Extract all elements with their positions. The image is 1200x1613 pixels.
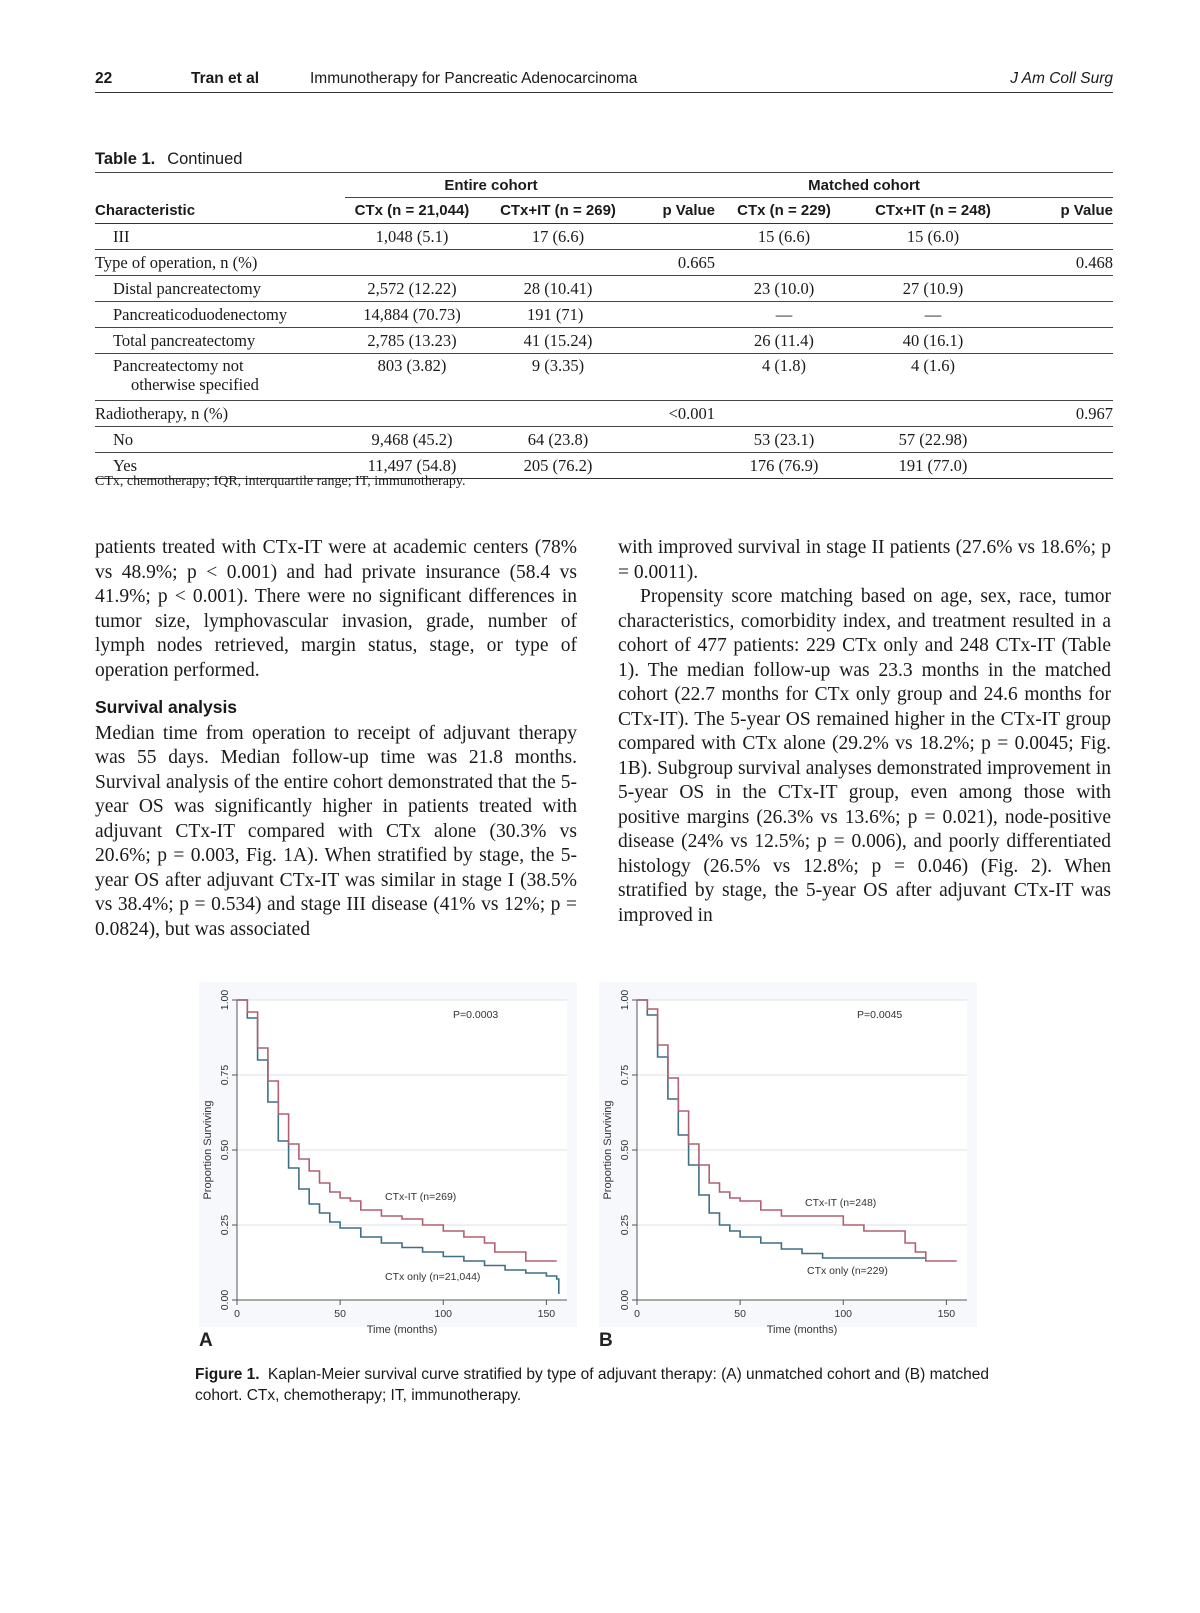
table-row: Type of operation, n (%) 0.665 0.468 — [95, 250, 1113, 276]
series-label: CTx-IT (n=269) — [385, 1191, 457, 1203]
running-authors: Tran et al — [191, 70, 260, 87]
y-axis-title: Proportion Surviving — [602, 1100, 614, 1200]
figure-1 — [195, 982, 1015, 1357]
kaplan-meier-figure — [195, 982, 1015, 1357]
y-tick-label: 0.75 — [619, 1064, 631, 1086]
figure-label: Figure 1. — [195, 1366, 260, 1383]
col-entire-p: p Value — [637, 198, 715, 224]
table-row: Radiotherapy, n (%) <0.001 0.967 — [95, 401, 1113, 427]
table-caption-text: Continued — [167, 150, 243, 168]
running-header — [95, 68, 1113, 93]
panel-letter: B — [599, 1330, 613, 1351]
table-column-header — [95, 198, 1113, 224]
body-paragraph: with improved survival in stage II patients (27.6% vs 18.6%; p = 0.0011). — [618, 537, 1111, 583]
y-tick-label: 1.00 — [219, 989, 231, 1011]
y-tick-label: 0.75 — [219, 1064, 231, 1086]
section-heading: Survival analysis — [95, 697, 238, 717]
table-row: Total pancreatectomy 2,785 (13.23) 41 (15.24) 26 (11.4) 40 (16.1) — [95, 328, 1113, 354]
journal-name: J Am Coll Surg — [1010, 70, 1113, 87]
table-caption — [95, 150, 242, 169]
characteristics-table — [95, 172, 1113, 479]
group-matched-cohort: Matched cohort — [715, 173, 1013, 198]
x-tick-label: 150 — [537, 1308, 556, 1320]
table-row: Distal pancreatectomy 2,572 (12.22) 28 (10.41) 23 (10.0) 27 (10.9) — [95, 276, 1113, 302]
x-tick-label: 100 — [834, 1308, 853, 1320]
y-tick-label: 0.50 — [219, 1139, 231, 1161]
p-value-annotation: P=0.0003 — [453, 1009, 499, 1021]
table-row: Pancreaticoduodenectomy 14,884 (70.73) 191 (71) — — — [95, 302, 1113, 328]
group-entire-cohort: Entire cohort — [345, 173, 637, 198]
p-value-annotation: P=0.0045 — [857, 1009, 903, 1021]
x-tick-label: 100 — [434, 1308, 453, 1320]
table-label: Table 1. — [95, 150, 156, 168]
x-tick-label: 150 — [937, 1308, 956, 1320]
body-paragraph: Propensity score matching based on age, sex, race, tumor characteristics, comorbidity index, and treatment resulted in a cohort of 477 patients: 229 CTx only and 248 CTx-IT (Table 1). The median follow-up was 23.3 months in the matched cohort (22.7 months for CTx only group and 24.6 months for CTx-IT). The 5-year OS remained higher in the CTx-IT group compared with CTx alone (29.2% vs 18.2%; p = 0.0045; Fig. 1B). Subgroup survival analyses demonstrated improvement in 5-year OS in the CTx-IT group, even among those with positive margins (26.3% vs 13.6%; p = 0.021), node-positive disease (24% vs 12.5%; p = 0.006), and poorly differentiated histology (26.5% vs 12.8%; p = 0.046) (Fig. 2). When stratified by stage, the 5-year OS after adjuvant CTx-IT was improved in — [618, 586, 1111, 926]
km-panel-b — [599, 982, 977, 1351]
y-tick-label: 0.00 — [619, 1289, 631, 1311]
col-entire-ctx: CTx (n = 21,044) — [345, 198, 479, 224]
y-axis-title: Proportion Surviving — [202, 1100, 214, 1200]
col-matched-ctx: CTx (n = 229) — [715, 198, 853, 224]
body-column-right — [618, 536, 1111, 928]
table-row: Yes 11,497 (54.8) 205 (76.2) 176 (76.9) 191 (77.0) — [95, 453, 1113, 479]
x-axis-title: Time (months) — [766, 1324, 838, 1336]
y-tick-label: 0.50 — [619, 1139, 631, 1161]
y-tick-label: 0.25 — [619, 1214, 631, 1236]
series-label: CTx-IT (n=248) — [805, 1197, 877, 1209]
body-paragraph: patients treated with CTx-IT were at academic centers (78% vs 48.9%; p < 0.001) and had private insurance (58.4 vs 41.9%; p < 0.001). There were no significant differences in tumor size, lymphovascular invasion, grade, number of lymph nodes retrieved, margin status, stage, or type of operation performed. — [95, 537, 577, 681]
table-footnote: CTx, chemotherapy; IQR, interquartile range; IT, immunotherapy. — [95, 474, 466, 489]
col-characteristic: Characteristic — [95, 198, 345, 224]
table-group-header — [95, 173, 1113, 198]
col-entire-ctxit: CTx+IT (n = 269) — [479, 198, 637, 224]
series-label: CTx only (n=21,044) — [385, 1271, 481, 1283]
x-tick-label: 0 — [234, 1308, 240, 1320]
x-axis-title: Time (months) — [366, 1324, 438, 1336]
body-paragraph: Median time from operation to receipt of adjuvant therapy was 55 days. Median follow-up time was 21.8 months. Survival analysis of the entire cohort demonstrated that the 5-year OS was significantly higher in patients treated with adjuvant CTx-IT compared with CTx alone (30.3% vs 20.6%; p = 0.003, Fig. 1A). When stratified by stage, the 5-year OS after adjuvant CTx-IT was similar in stage I (38.5% vs 38.4%; p = 0.534) and stage III disease (41% vs 12%; p = 0.0824), but was associated — [95, 722, 577, 940]
running-title: Immunotherapy for Pancreatic Adenocarcinoma — [310, 70, 638, 87]
y-tick-label: 1.00 — [619, 989, 631, 1011]
table-row: No 9,468 (45.2) 64 (23.8) 53 (23.1) 57 (22.98) — [95, 427, 1113, 453]
y-tick-label: 0.25 — [219, 1214, 231, 1236]
col-matched-p: p Value — [1013, 198, 1113, 224]
figure-caption — [195, 1364, 1015, 1406]
table-row: III 1,048 (5.1) 17 (6.6) 15 (6.6) 15 (6.0) — [95, 224, 1113, 250]
x-tick-label: 50 — [734, 1308, 746, 1320]
series-label: CTx only (n=229) — [807, 1265, 888, 1277]
body-column-left — [95, 536, 577, 942]
col-matched-ctxit: CTx+IT (n = 248) — [853, 198, 1013, 224]
y-tick-label: 0.00 — [219, 1289, 231, 1311]
figure-caption-text: Kaplan-Meier survival curve stratified by type of adjuvant therapy: (A) unmatched cohort and (B) matched cohort. CTx, chemotherapy; IT, immunotherapy. — [195, 1366, 990, 1404]
panel-letter: A — [199, 1330, 213, 1351]
table-row: Pancreatectomy not otherwise specified 803 (3.82) 9 (3.35) 4 (1.8) 4 (1.6) — [95, 354, 1113, 401]
page-number: 22 — [95, 70, 113, 87]
x-tick-label: 50 — [334, 1308, 346, 1320]
km-panel-a — [199, 982, 577, 1351]
x-tick-label: 0 — [634, 1308, 640, 1320]
